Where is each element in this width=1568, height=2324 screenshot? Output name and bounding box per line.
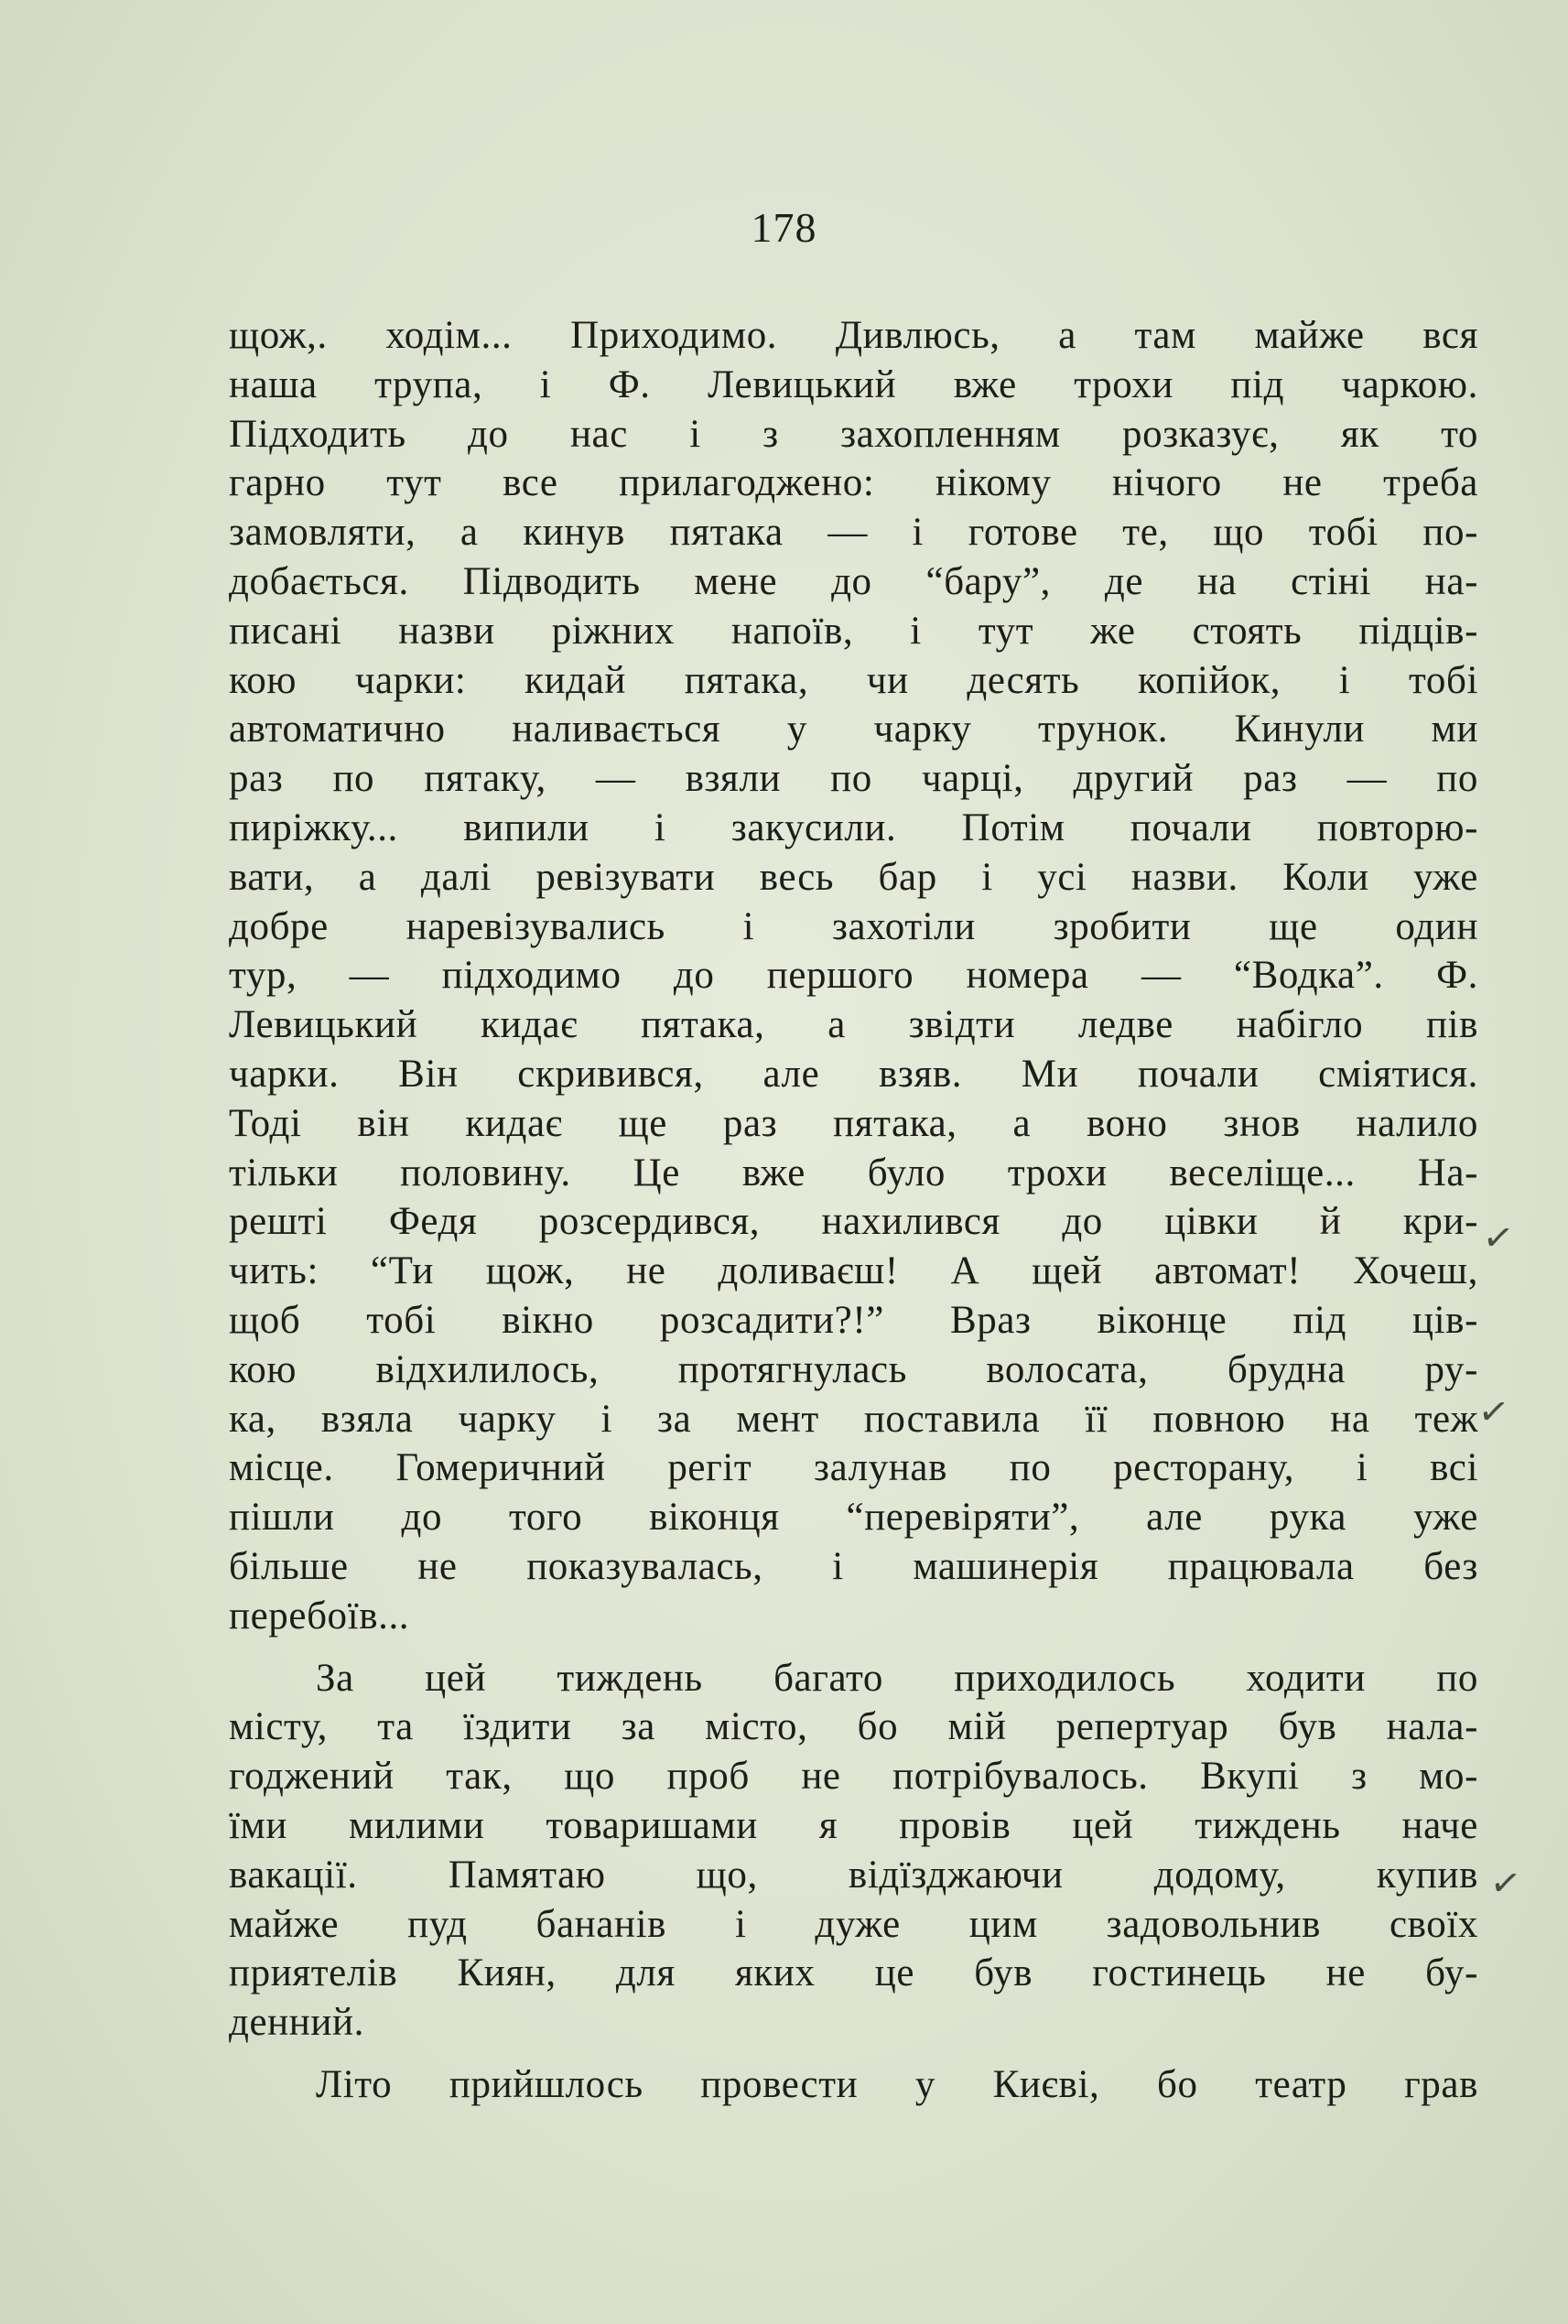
- text-line: За цей тиждень багато приходилось ходити по: [316, 1656, 1478, 1700]
- page-number: 178: [751, 204, 817, 251]
- text-line: місце. Гомеричний регіт залунав по ресторану, і всі: [229, 1446, 1478, 1490]
- text-line: перебоїв...: [229, 1594, 410, 1638]
- paragraph: [229, 311, 1478, 1641]
- text-line: годжений так, що проб не потрібувалось. Вкупі з мо-: [229, 1755, 1478, 1799]
- text-line: Тоді він кидає ще раз пятака, а воно знов налило: [229, 1101, 1478, 1145]
- text-line: гарно тут все прилагоджено: нікому нічого не треба: [229, 461, 1478, 505]
- check-mark-icon: ✓: [1479, 1215, 1517, 1262]
- text-line: раз по пятаку, — взяли по чарці, другий раз — по: [229, 757, 1478, 801]
- text-line: добре наревізувались і захотіли зробити ще один: [229, 904, 1478, 948]
- text-line: тільки половину. Це вже було трохи веселіще... На-: [229, 1151, 1478, 1194]
- text-line: вакації. Памятаю що, відїзджаючи додому, купив: [229, 1853, 1478, 1897]
- text-line: пішли до того віконця “перевіряти”, але рука уже: [229, 1496, 1478, 1540]
- text-line: приятелів Киян, для яких це був гостинець не бу-: [229, 1951, 1478, 1995]
- check-mark-icon: ✓: [1475, 1389, 1512, 1436]
- text-line: наша трупа, і Ф. Левицький вже трохи під чаркою.: [229, 362, 1478, 406]
- text-line: решті Федя розсердився, нахилився до цівки й кри-: [229, 1200, 1478, 1244]
- text-line: тур, — підходимо до першого номера — “Водка”. Ф.: [229, 954, 1478, 998]
- text-line: замовляти, а кинув пятака — і готове те, що тобі по-: [229, 511, 1478, 555]
- body-text: [229, 311, 1478, 2110]
- text-line: Підходить до нас і з захопленням розказує, як то: [229, 412, 1478, 456]
- text-line: щоб тобі вікно розсадити?!” Враз віконце під ців-: [229, 1298, 1478, 1342]
- text-line: їми милими товаришами я провів цей тиждень наче: [229, 1803, 1478, 1847]
- text-line: щож,. ходім... Приходимо. Дивлюсь, а там майже вся: [229, 314, 1478, 357]
- text-line: писані назви ріжних напоїв, і тут же стоять підців-: [229, 609, 1478, 653]
- text-line: вати, а далі ревізувати весь бар і усі назви. Коли уже: [229, 855, 1478, 899]
- paragraph: [229, 2060, 1478, 2110]
- check-mark-icon: ✓: [1487, 1860, 1524, 1908]
- paragraph: [229, 1654, 1478, 2048]
- text-line: кою чарки: кидай пятака, чи десять копійок, і тобі: [229, 658, 1478, 702]
- text-line: майже пуд бананів і дуже цим задовольнив своїх: [229, 1902, 1478, 1946]
- text-line: більше не показувалась, і машинерія працювала без: [229, 1544, 1478, 1588]
- text-line: чить: “Ти щож, не доливаєш! А щей автомат! Хочеш,: [229, 1249, 1478, 1293]
- text-line: добається. Підводить мене до “бару”, де на стіні на-: [229, 559, 1478, 603]
- text-line: автоматично наливається у чарку трунок. Кинули ми: [229, 708, 1478, 751]
- text-line: ка, взяла чарку і за мент поставила її повною на теж: [229, 1397, 1478, 1441]
- text-line: Левицький кидає пятака, а звідти ледве набігло пів: [229, 1003, 1478, 1047]
- text-line: Літо прийшлось провести у Києві, бо театр грав: [316, 2062, 1478, 2106]
- text-line: пиріжку... випили і закусили. Потім почали повторю-: [229, 805, 1478, 849]
- text-line: денний.: [229, 2001, 364, 2045]
- text-line: чарки. Він скривився, але взяв. Ми почали сміятися.: [229, 1052, 1478, 1096]
- text-line: кою відхилилось, протягнулась волосата, брудна ру-: [229, 1347, 1478, 1391]
- text-line: місту, та їздити за місто, бо мій репертуар був нала-: [229, 1705, 1478, 1749]
